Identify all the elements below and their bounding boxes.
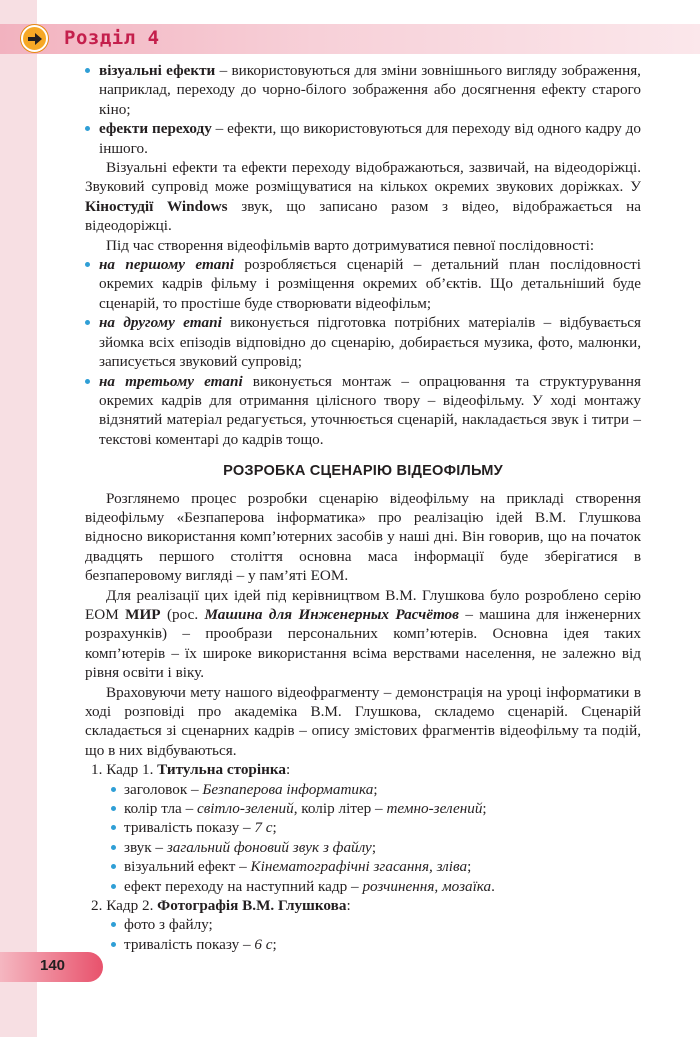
chapter-title: Розділ 4 [64, 27, 160, 49]
frame-1-list [85, 780, 641, 896]
frame-1-heading: 1. Кадр 1. Титульна сторінка: [91, 761, 291, 779]
list-item: на другому етапі виконується підготовка потрібних матеріалів – відбувається зйомка всіх епізодів відповідно до сценарію, добирається музика, фото, малюнки, записується звуковий супровід; [85, 313, 641, 371]
arrow-right-icon [21, 25, 48, 52]
paragraph: Розглянемо процес розробки сценарію відеофільму на прикладі створення відеофільму «Безпаперова інформатика» про реалізацію ідей В.М. Глушкова відносно використання комп’ютерних засобів у наші дні. Він говорив, що на початок двадцять першого століття основна маса інформації буде зберігатися в безпаперовому вигляді – у пам’яті ЕОМ. [85, 489, 641, 585]
list-item: ефекти переходу – ефекти, що використовуються для переходу від одного кадру до іншого. [85, 119, 641, 158]
paragraph: Для реалізації цих ідей під керівництвом В.М. Глушкова було розроблено серію ЕОМ МИР (рос. Машина для Инженерных Расчётов – машина для інженерних розрахунків) – прообрази персональних комп’ютерів. Основна ідея таких комп’ютерів – їх широке використання всіма верствами населення, не залежно від рівня освіти і віку. [85, 586, 641, 682]
list-item: заголовок – Безпаперова інформатика; [111, 780, 641, 799]
page-content [85, 61, 641, 954]
frame-2-heading: 2. Кадр 2. Фотографія В.М. Глушкова: [91, 897, 351, 915]
paragraph: Візуальні ефекти та ефекти переходу відображаються, зазвичай, на відеодоріжці. Звуковий супровід може розміщуватися на кількох окремих звукових доріжках. У Кіностудії Windows звук, що записано разом з відео, відображається на відеодоріжці. [85, 159, 641, 235]
list-item: візуальний ефект – Кінематографічні згасання, зліва; [111, 857, 641, 876]
page-number: 140 [40, 957, 66, 974]
paragraph: Враховуючи мету нашого відеофрагменту – демонстрація на уроці інформатики в ході розповіді про академіка В.М. Глушкова, складемо сценарій. Сценарій складається зі сценарних кадрів – опису змістових фрагментів відеофільму та подій, що в них відбуваються. [85, 683, 641, 759]
list-item: тривалість показу – 7 с; [111, 818, 641, 837]
list-item: на третьому етапі виконується монтаж – опрацювання та структурування окремих кадрів для отримання цілісного твору – відеофільму. У ході монтажу відзнятий матеріал редагується, уточнюється сценарій, накладається звук і титри – текстові коментарі до кадрів тощо. [85, 372, 641, 450]
list-item: тривалість показу – 6 с; [111, 935, 641, 954]
list-item: звук – загальний фоновий звук з файлу; [111, 838, 641, 857]
list-item: ефект переходу на наступний кадр – розчинення, мозаїка. [111, 877, 641, 896]
left-margin-band [0, 0, 37, 1037]
section-heading: РОЗРОБКА СЦЕНАРІЮ ВІДЕОФІЛЬМУ [223, 463, 503, 480]
list-item: фото з файлу; [111, 915, 641, 934]
list-item: колір тла – світло-зелений, колір літер – темно-зелений; [111, 799, 641, 818]
paragraph: Під час створення відеофільмів варто дотримуватися певної послідовності: [106, 236, 595, 254]
list-item: візуальні ефекти – використовуються для зміни зовнішнього вигляду зображення, наприклад, переходу до чорно-білого зображення або досягнення ефекту старого кіно; [85, 61, 641, 119]
frame-2-list [85, 915, 641, 954]
list-item: на першому етапі розробляється сценарій – детальний план послідовності окремих кадрів фільму і розміщення окремих об’єктів. Що детальніший буде сценарій, то простіше буде створювати відеофільм; [85, 255, 641, 313]
